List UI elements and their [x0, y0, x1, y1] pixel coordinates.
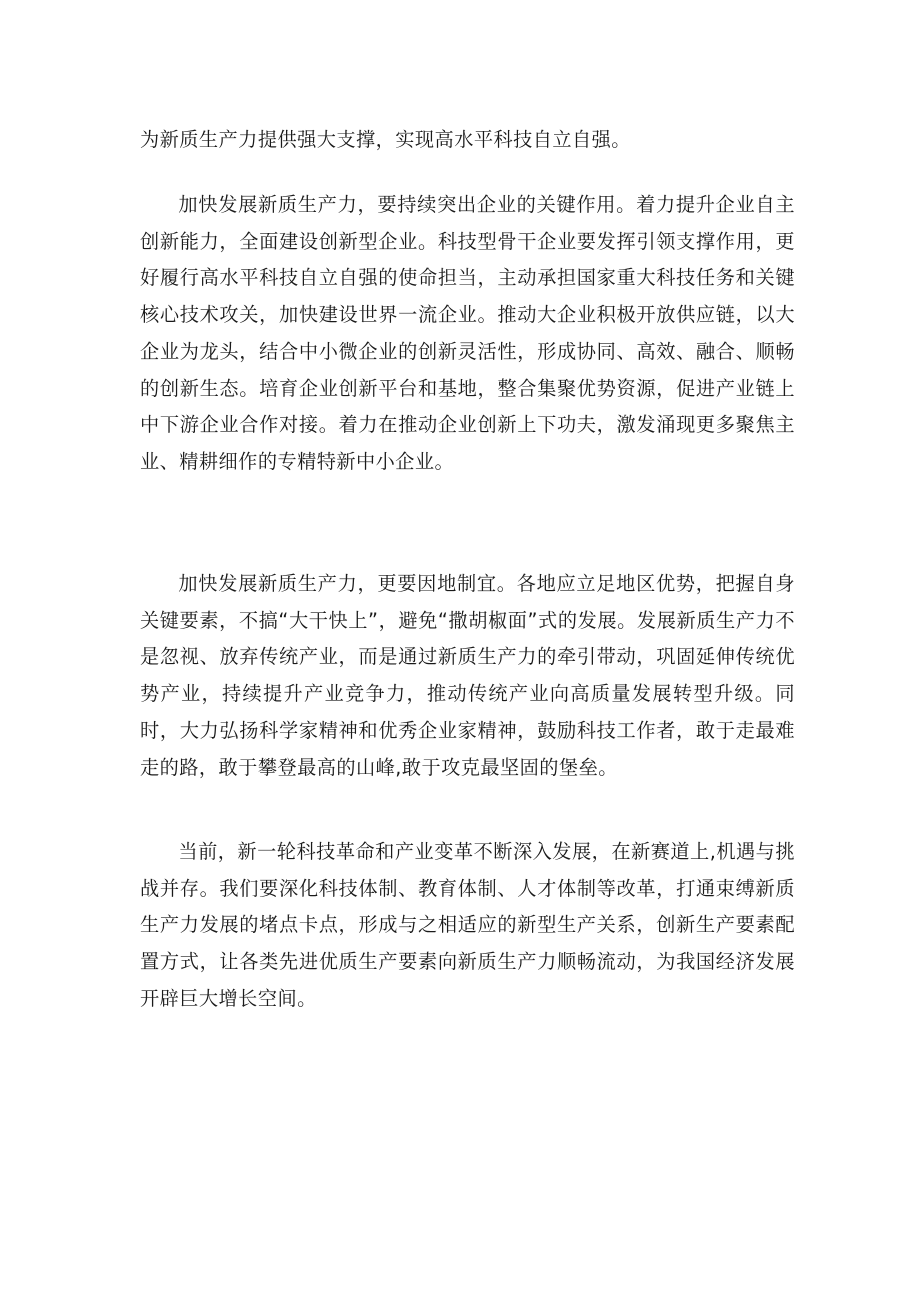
paragraph-reform: 当前，新一轮科技革命和产业变革不断深入发展，在新赛道上,机遇与挑战并存。我们要深化科技体制、教育体制、人才体制等改革，打通束缚新质生产力发展的堵点卡点，形成与之相适应的新型生产关系，创新生产要素配置方式，让各类先进优质生产要素向新质生产力顺畅流动，为我国经济发展开辟巨大增长空间。	[140, 840, 795, 1010]
paragraph-enterprise-role: 加快发展新质生产力，要持续突出企业的关键作用。着力提升企业自主创新能力，全面建设创新型企业。科技型骨干企业要发挥引领支撑作用，更好履行高水平科技自立自强的使命担当，主动承担国家重大科技任务和关键核心技术攻关，加快建设世界一流企业。推动大企业积极开放供应链，以大企业为龙头，结合中小微企业的创新灵活性，形成协同、高效、融合、顺畅的创新生态。培育企业创新平台和基地，整合集聚优势资源，促进产业链上中下游企业合作对接。着力在推动企业创新上下功夫，激发涌现更多聚焦主业、精耕细作的专精特新中小企业。	[140, 193, 795, 473]
paragraph-local-conditions: 加快发展新质生产力，更要因地制宜。各地应立足地区优势，把握自身关键要素，不搞“大干快上”，避免“撒胡椒面”式的发展。发展新质生产力不是忽视、放弃传统产业，而是通过新质生产力的牵引带动，巩固延伸传统优势产业，持续提升产业竞争力，推动传统产业向高质量发展转型升级。同时，大力弘扬科学家精神和优秀企业家精神，鼓励科技工作者，敢于走最难走的路，敢于攀登最高的山峰,敢于攻克最坚固的堡垒。	[140, 572, 795, 779]
paragraph-continuation: 为新质生产力提供强大支撑，实现高水平科技自立自强。	[140, 128, 631, 151]
